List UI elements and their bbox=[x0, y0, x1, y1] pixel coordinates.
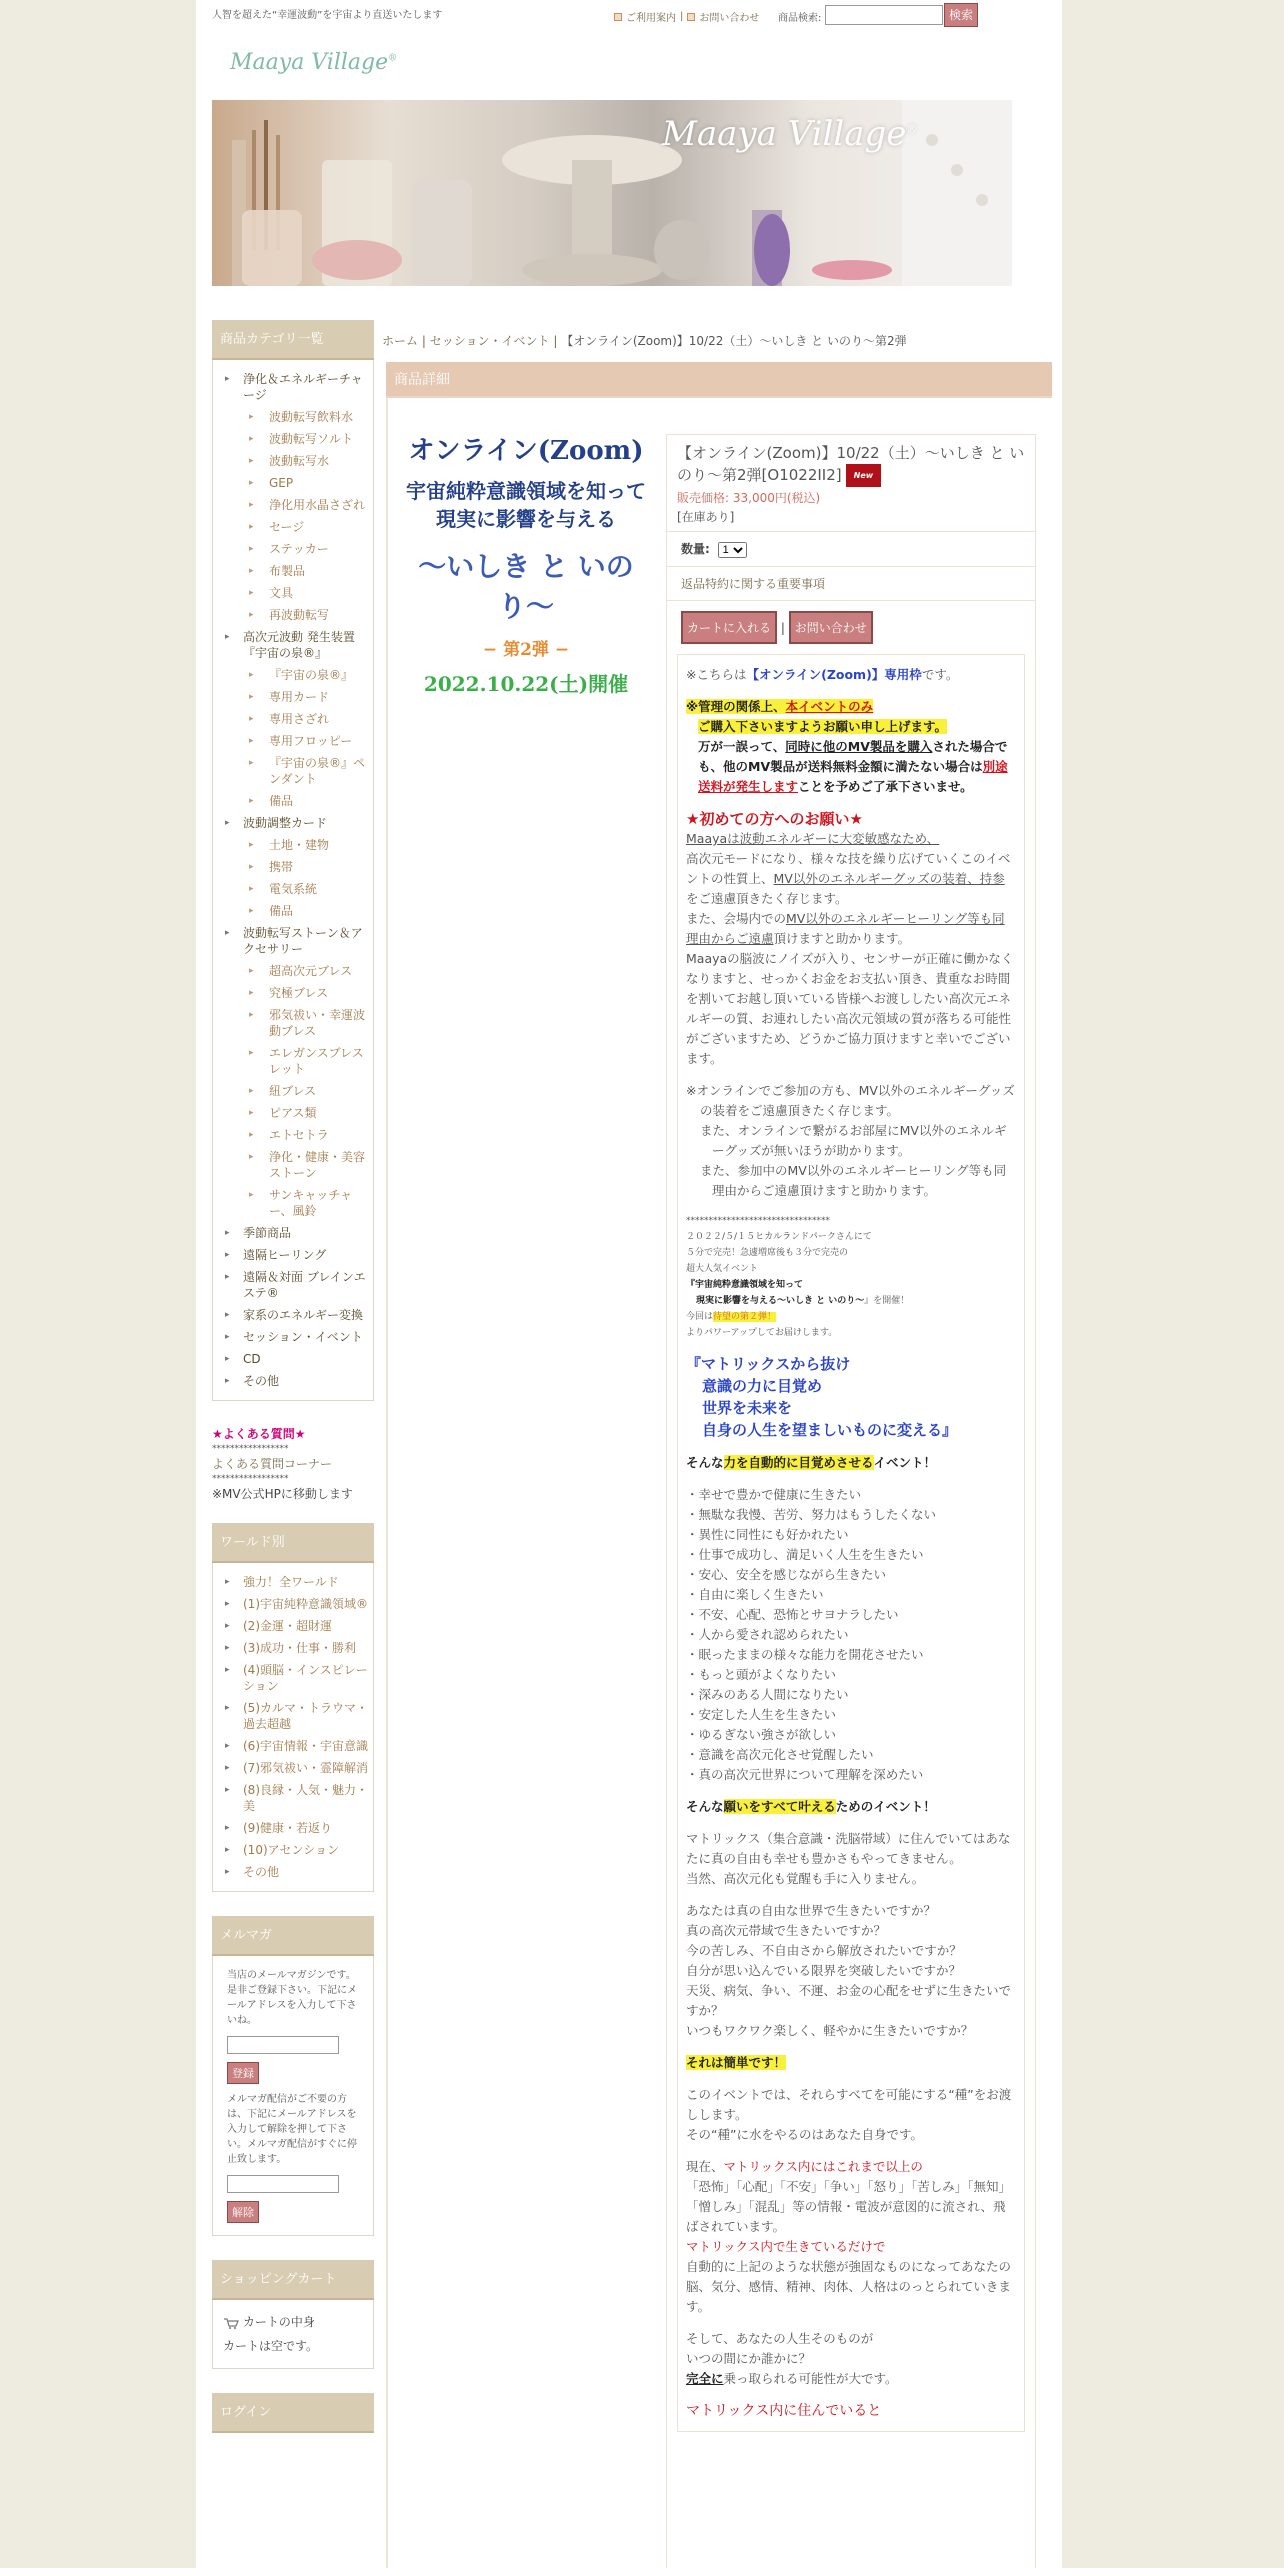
category-item[interactable]: ▸ エトセトラ bbox=[213, 1124, 373, 1146]
wish-item: ・自由に楽しく生きたい bbox=[686, 1587, 824, 1602]
description-text: ※こちらは bbox=[686, 667, 747, 682]
world-item[interactable]: ▸ その他 bbox=[213, 1861, 373, 1883]
description-text: それは簡単です！ bbox=[686, 2055, 787, 2070]
description-text: ******************************** bbox=[686, 1216, 830, 1226]
category-item[interactable]: ▸ 布製品 bbox=[213, 560, 373, 582]
description-paragraph bbox=[686, 1309, 1016, 1325]
spacer bbox=[686, 1889, 1016, 1901]
contact-link[interactable]: お問い合わせ bbox=[699, 13, 760, 24]
description-text: 別途送料が発生します bbox=[698, 759, 1008, 794]
page-container bbox=[196, 0, 1062, 2568]
description-text: 『宇宙純粋意識領域を知って bbox=[686, 1280, 804, 1290]
wish-item: ・仕事で成功し、満足いく人生を生きたい bbox=[686, 1547, 924, 1562]
world-item[interactable]: ▸ (10)アセンション bbox=[213, 1839, 373, 1861]
world-list bbox=[212, 1563, 374, 1892]
guide-link[interactable]: ご利用案内 bbox=[626, 13, 676, 24]
faq-title: ★よくある質問★ bbox=[212, 1427, 306, 1441]
cart-contents-label: カートの中身 bbox=[242, 2315, 315, 2329]
description-paragraph bbox=[686, 1293, 1016, 1309]
world-item[interactable]: ▸ (1)宇宙純粋意識領域® bbox=[213, 1593, 373, 1615]
spacer bbox=[686, 1201, 1016, 1213]
world-item[interactable]: ▸ (2)金運・超財運 bbox=[213, 1615, 373, 1637]
action-buttons bbox=[667, 601, 1035, 654]
description-text: 自動的に上記のような状態が強固なものになってあなたの脳、気分、感情、精神、肉体、人格はのっとられていきます。 bbox=[686, 2259, 1012, 2314]
logo-mark: ® bbox=[388, 53, 398, 64]
faq-link[interactable]: よくある質問コーナー bbox=[212, 1457, 333, 1471]
wish-item: ・不安、心配、恐怖とサヨナラしたい bbox=[686, 1607, 899, 1622]
category-item[interactable]: ▸ 超高次元ブレス bbox=[213, 960, 373, 982]
wish-item: ・ゆるぎない強さが欲しい bbox=[686, 1727, 837, 1742]
new-badge: New bbox=[846, 464, 882, 487]
cart-icon bbox=[223, 2317, 239, 2329]
description-text: また、会場内での bbox=[686, 911, 787, 926]
description-text: 頂けますと助かります。 bbox=[773, 931, 911, 946]
description-text: 完全に bbox=[686, 2371, 724, 2386]
description-paragraph bbox=[686, 2053, 1016, 2073]
product-price: 販売価格: 33,000円(税込) bbox=[677, 491, 821, 505]
spacer bbox=[686, 2073, 1016, 2085]
description-text: 同時に他のMV製品を購入 bbox=[785, 739, 933, 754]
description-text: 自身の人生を望ましいものに変える』 bbox=[702, 1421, 958, 1439]
cart-contents-link[interactable] bbox=[223, 2310, 363, 2334]
cart-empty-text: カートは空です。 bbox=[223, 2339, 319, 2353]
category-item[interactable]: ▸ セージ bbox=[213, 516, 373, 538]
description-text: MV以外のエネルギーヒーリング等も同理由からご遠慮 bbox=[686, 911, 1005, 946]
description-text: また、参加中のMV以外のエネルギーヒーリング等も同理由からご遠慮頂けますと助かります。 bbox=[700, 1163, 1007, 1198]
description-text: をご遠慮頂きたく存じます。 bbox=[686, 891, 848, 906]
inquiry-button[interactable]: お問い合わせ bbox=[789, 611, 873, 644]
description-text: ご購入下さいますようお願い申し上げます。 bbox=[698, 719, 948, 734]
mail-box bbox=[212, 1956, 374, 2236]
cart-box bbox=[212, 2300, 374, 2369]
poster-line-3: 〜いしき と いのり〜 bbox=[418, 550, 634, 623]
mail-register-text: 当店のメールマガジンです。是非ご登録下さい。下記にメールアドレスを入力して下さいね。 bbox=[227, 1970, 357, 2026]
spacer bbox=[686, 1441, 1016, 1453]
description-text: ※管理の関係上、 bbox=[686, 699, 786, 714]
mail-cancel-input[interactable] bbox=[227, 2175, 339, 2193]
banner-logo-text: Maaya Village bbox=[662, 114, 907, 154]
description-paragraph bbox=[686, 1797, 1016, 1817]
section-title: 商品詳細 bbox=[386, 362, 1052, 398]
description-text: ２０２２/５/１５ヒカルランドパークさんにて bbox=[686, 1232, 872, 1242]
breadcrumb-category[interactable]: セッション・イベント bbox=[429, 334, 550, 348]
world-item[interactable]: ▸ (5)カルマ・トラウマ・過去超越 bbox=[213, 1697, 373, 1735]
description-text: 当然、高次元化も覚醒も手に入りません。 bbox=[686, 1871, 925, 1886]
description-paragraph bbox=[686, 717, 1016, 737]
category-item[interactable]: ▸ 遠隔ヒーリング bbox=[213, 1244, 373, 1266]
category-item[interactable]: ▸ 専用フロッピー bbox=[213, 730, 373, 752]
world-item[interactable]: ▸ (9)健康・若返り bbox=[213, 1817, 373, 1839]
breadcrumb-separator: | bbox=[421, 334, 426, 348]
header-banner bbox=[212, 100, 1012, 286]
spacer bbox=[686, 2389, 1016, 2401]
description-text: Maayaの脳波にノイズが入り、センサーが正確に働かなくなりますと、せっかくお金をお支払い頂き、貴重なお時間を割いてお越し頂いている皆様へお渡ししたい高次元エネルギーの質、お連れしたい高次元領域の質が落ちる可能性がございますため、どうかご協力頂けますと幸いでございます。 bbox=[686, 951, 1014, 1066]
description-text: 現在、 bbox=[686, 2159, 724, 2174]
description-text: マトリックス（集合意識・洗脳帯域）に住んでいてはあなたに真の自由も幸せも豊かさもやってきません。 bbox=[686, 1831, 1011, 1866]
description-text: 超大人気イベント bbox=[686, 1264, 759, 1274]
spacer bbox=[686, 797, 1016, 809]
poster-line-5: 2022.10.22(土)開催 bbox=[423, 672, 629, 696]
mail-cancel-button[interactable]: 解除 bbox=[227, 2201, 259, 2223]
category-item[interactable]: ▸ 備品 bbox=[213, 900, 373, 922]
description-text: 今の苦しみ、不自由さから解放されたいですか？ bbox=[686, 1943, 962, 1958]
description-text: 自分が思い込んでいる限界を突破したいですか？ bbox=[686, 1963, 962, 1978]
add-to-cart-button[interactable]: カートに入れる bbox=[681, 611, 777, 644]
category-item[interactable]: ▸ 『宇宙の泉®』 bbox=[213, 664, 373, 686]
description-text: 現実に影響を与える〜いしき と いのり〜 bbox=[696, 1296, 865, 1306]
quantity-row bbox=[667, 532, 1035, 567]
description-text: 意識の力に目覚め bbox=[702, 1377, 823, 1395]
product-image[interactable] bbox=[406, 430, 646, 696]
spacer bbox=[686, 685, 1016, 697]
breadcrumb bbox=[382, 332, 907, 349]
description-text: 本イベントのみ bbox=[785, 699, 874, 714]
description-text: 『マトリックスから抜け bbox=[686, 1355, 851, 1373]
world-item[interactable]: ▸ (6)宇宙情報・宇宙意識 bbox=[213, 1735, 373, 1757]
description-text: マトリックス内に住んでいると bbox=[686, 2403, 882, 2419]
category-item[interactable]: ▸ 邪気祓い・幸運波動ブレス bbox=[213, 1004, 373, 1042]
product-description bbox=[677, 654, 1025, 2432]
faq-stars-bottom: ***************** bbox=[212, 1474, 289, 1484]
category-item[interactable]: ▸ 究極ブレス bbox=[213, 982, 373, 1004]
wish-item: ・異性に同性にも好かれたい bbox=[686, 1527, 849, 1542]
poster-line-1: オンライン(Zoom) bbox=[408, 436, 644, 466]
square-bullet-icon bbox=[614, 13, 622, 21]
wish-item: ・無駄な我慢、苦労、努力はもうしたくない bbox=[686, 1507, 937, 1522]
mail-heading: メルマガ bbox=[212, 1916, 374, 1956]
category-item[interactable]: ▸ GEP bbox=[213, 472, 373, 494]
site-logo[interactable] bbox=[230, 50, 397, 75]
description-text: ためのイベント！ bbox=[835, 1799, 936, 1814]
category-item[interactable]: ▸ その他 bbox=[213, 1370, 373, 1392]
description-text: そして、あなたの人生そのものが bbox=[686, 2331, 874, 2346]
search-input[interactable] bbox=[825, 5, 943, 25]
description-paragraph bbox=[686, 737, 1016, 797]
category-item[interactable]: ▸ 備品 bbox=[213, 790, 373, 812]
spacer bbox=[686, 1341, 1016, 1353]
world-item[interactable]: ▸ (8)良縁・人気・魅力・美 bbox=[213, 1779, 373, 1817]
description-text: 待望の第２弾！ bbox=[713, 1312, 777, 1322]
wish-item: ・眠ったままの様々な能力を開花させたい bbox=[686, 1647, 924, 1662]
category-item[interactable]: ▸ 携帯 bbox=[213, 856, 373, 878]
wish-item: ・幸せで豊かで健康に生きたい bbox=[686, 1487, 862, 1502]
link-separator: | bbox=[680, 11, 684, 22]
category-item[interactable]: ▸ 波動転写水 bbox=[213, 450, 373, 472]
description-paragraph bbox=[686, 697, 1016, 717]
category-item[interactable]: ▸ 土地・建物 bbox=[213, 834, 373, 856]
description-text: このイベントでは、それらすべてを可能にする“種”をお渡しします。 bbox=[686, 2087, 1012, 2122]
description-text: ことを予めご了承下さいませ。 bbox=[798, 779, 973, 794]
search-label: 商品検索: bbox=[778, 13, 822, 24]
description-paragraph bbox=[686, 1453, 1016, 1473]
description-text: いつの間にか誰かに？ bbox=[686, 2351, 812, 2366]
mail-cancel-text: メルマガ配信がご不要の方は、下記にメールアドレスを入力して解除を押して下さい。メルマガ配信がすぐに停止致します。 bbox=[227, 2094, 357, 2165]
category-item[interactable]: ▸ 波動転写ストーン＆アクセサリー bbox=[213, 922, 373, 960]
description-text: ５分で完売！急遽増席後も３分で完売の bbox=[686, 1248, 849, 1258]
description-paragraph bbox=[686, 2369, 1016, 2389]
category-item[interactable]: ▸ 波動調整カード bbox=[213, 812, 373, 834]
category-item[interactable]: ▸ ピアス類 bbox=[213, 1102, 373, 1124]
faq-note: ※MV公式HPに移動します bbox=[212, 1487, 353, 1501]
category-item[interactable]: ▸ 専用さざれ bbox=[213, 708, 373, 730]
category-item[interactable]: ▸ 文具 bbox=[213, 582, 373, 604]
description-text: 【オンライン(Zoom)】専用枠 bbox=[746, 667, 922, 682]
wish-item: ・真の高次元世界について理解を深めたい bbox=[686, 1767, 924, 1782]
description-text: 万が一誤って、 bbox=[698, 739, 786, 754]
category-item[interactable]: ▸ 季節商品 bbox=[213, 1222, 373, 1244]
quantity-select[interactable] bbox=[718, 542, 747, 558]
description-paragraph bbox=[686, 2157, 1016, 2177]
content-divider bbox=[386, 398, 388, 2568]
category-item[interactable]: ▸ 電気系統 bbox=[213, 878, 373, 900]
description-text: 世界を未来を bbox=[702, 1399, 793, 1417]
category-item[interactable]: ▸ 紐ブレス bbox=[213, 1080, 373, 1102]
poster-line-4: − 第2弾 − bbox=[482, 640, 570, 660]
spacer bbox=[686, 2041, 1016, 2053]
category-item[interactable]: ▸ 浄化用水晶さざれ bbox=[213, 494, 373, 516]
description-text: その“種”に水をやるのはあなた自身です。 bbox=[686, 2127, 923, 2142]
category-item[interactable]: ▸ 家系のエネルギー変換 bbox=[213, 1304, 373, 1326]
description-text: 力を自動的に目覚めさせる bbox=[723, 1455, 874, 1470]
quantity-label: 数量: bbox=[681, 542, 710, 556]
first-timer-heading: ★初めての方へのお願い★ bbox=[686, 810, 863, 828]
spacer bbox=[686, 2317, 1016, 2329]
description-text: 「恐怖」「心配」「不安」「争い」「怒り」「苦しみ」「無知」「憎しみ」「混乱」等の情報・電波が意図的に流され、飛ばされています。 bbox=[686, 2179, 1012, 2234]
product-detail bbox=[666, 434, 1036, 2568]
product-title: 【オンライン(Zoom)】10/22（土）〜いしき と いのり〜第2弾[O1022II2] bbox=[677, 444, 1025, 484]
wish-item: ・意識を高次元化させ覚醒したい bbox=[686, 1747, 874, 1762]
description-text: 高次元モードになり、様々な技を繰り広げていくこのイベントの性質上、 bbox=[686, 851, 1011, 886]
description-text: マトリックス内で生きているだけで bbox=[686, 2239, 886, 2254]
description-text: です。 bbox=[921, 667, 959, 682]
faq-stars: ***************** bbox=[212, 1444, 289, 1454]
product-title-row bbox=[667, 435, 1035, 487]
description-text: マトリックス内にはこれまで以上の bbox=[723, 2159, 923, 2174]
spacer bbox=[686, 1069, 1016, 1081]
description-text: 今回は bbox=[686, 1312, 714, 1322]
breadcrumb-separator: | bbox=[553, 334, 558, 348]
world-item[interactable]: ▸ (7)邪気祓い・霊障解消 bbox=[213, 1757, 373, 1779]
category-item[interactable]: ▸ エレガンスブレスレット bbox=[213, 1042, 373, 1080]
category-item[interactable]: ▸ 遠隔＆対面 ブレインエステ® bbox=[213, 1266, 373, 1304]
wish-item: ・人から愛され認められたい bbox=[686, 1627, 849, 1642]
category-item[interactable]: ▸ 浄化・健康・美容ストーン bbox=[213, 1146, 373, 1184]
spacer bbox=[686, 2145, 1016, 2157]
logo-text: Maaya Village bbox=[230, 50, 389, 75]
world-item[interactable]: ▸ 強力！全ワールド bbox=[213, 1571, 373, 1593]
world-item[interactable]: ▸ (4)頭脳・インスピレーション bbox=[213, 1659, 373, 1697]
description-paragraph bbox=[686, 665, 1016, 685]
category-heading: 商品カテゴリ一覧 bbox=[212, 320, 374, 360]
wish-item: ・深みのある人間になりたい bbox=[686, 1687, 849, 1702]
world-item[interactable]: ▸ (3)成功・仕事・勝利 bbox=[213, 1637, 373, 1659]
description-text: そんな bbox=[686, 1455, 724, 1470]
wish-item: ・もっと頭がよくなりたい bbox=[686, 1667, 837, 1682]
category-item[interactable]: ▸ 浄化＆エネルギーチャージ bbox=[213, 368, 373, 406]
description-text: 真の高次元帯域で生きたいですか？ bbox=[686, 1923, 887, 1938]
description-text: MV以外のエネルギーグッズの装着、持参 bbox=[773, 871, 1005, 886]
category-item[interactable]: ▸ 波動転写飲料水 bbox=[213, 406, 373, 428]
description-text: 』を開催！ bbox=[864, 1296, 910, 1306]
category-item[interactable]: ▸ 『宇宙の泉®』ペンダント bbox=[213, 752, 373, 790]
site-tagline: 人智を超えた“幸運波動”を宇宙より直送いたします bbox=[212, 10, 443, 21]
description-text: 天災、病気、争い、不運、お金の心配をせずに生きたいですか？ bbox=[686, 1983, 1012, 2018]
description-text: イベント！ bbox=[873, 1455, 937, 1470]
wish-item: ・安心、安全を感じながら生きたい bbox=[686, 1567, 887, 1582]
banner-logo-mark: ® bbox=[906, 122, 918, 136]
top-links bbox=[614, 9, 759, 24]
wish-item: ・安定した人生を生きたい bbox=[686, 1707, 837, 1722]
category-list bbox=[212, 360, 374, 1401]
poster-line-2b: 現実に影響を与える bbox=[436, 507, 616, 531]
category-item[interactable]: ▸ 再波動転写 bbox=[213, 604, 373, 626]
breadcrumb-current: 【オンライン(Zoom)】10/22（土）〜いしき と いのり〜第2弾 bbox=[561, 334, 907, 348]
description-text: また、オンラインで繋がるお部屋にMV以外のエネルギーグッズが無いほうが助かります。 bbox=[700, 1123, 1007, 1158]
category-item[interactable]: ▸ サンキャッチャー、風鈴 bbox=[213, 1184, 373, 1222]
category-item[interactable]: ▸ ステッカー bbox=[213, 538, 373, 560]
description-text: あなたは真の自由な世界で生きたいですか？ bbox=[686, 1903, 937, 1918]
description-text: そんな bbox=[686, 1799, 724, 1814]
description-text: よりパワーアップしてお届けします。 bbox=[686, 1328, 838, 1338]
spacer bbox=[686, 1473, 1016, 1485]
spacer bbox=[686, 1785, 1016, 1797]
button-separator: | bbox=[780, 621, 785, 635]
search-button[interactable]: 検索 bbox=[944, 3, 978, 27]
category-item[interactable]: ▸ CD bbox=[213, 1348, 373, 1370]
banner-logo bbox=[662, 114, 917, 154]
cart-heading: ショッピングカート bbox=[212, 2260, 374, 2300]
return-policy-link[interactable]: 返品特約に関する重要事項 bbox=[667, 567, 1035, 601]
login-heading: ログイン bbox=[212, 2393, 374, 2433]
description-text: 乗っ取られる可能性が大です。 bbox=[723, 2371, 898, 2386]
description-paragraph bbox=[686, 849, 1016, 909]
spacer bbox=[686, 1817, 1016, 1829]
mail-register-button[interactable]: 登録 bbox=[227, 2062, 259, 2084]
poster-line-2a: 宇宙純粋意識領域を知って bbox=[406, 479, 646, 503]
faq-block bbox=[212, 1425, 374, 1503]
description-text: いつもワクワク楽しく、軽やかに生きたいですか？ bbox=[686, 2023, 974, 2038]
breadcrumb-home[interactable]: ホーム bbox=[382, 334, 419, 348]
description-text: 願いをすべて叶える bbox=[723, 1799, 836, 1814]
product-stock: [在庫あり] bbox=[667, 508, 1035, 532]
category-item[interactable]: ▸ セッション・イベント bbox=[213, 1326, 373, 1348]
sidebar bbox=[212, 320, 374, 2433]
mail-register-input[interactable] bbox=[227, 2036, 339, 2054]
square-bullet-icon bbox=[687, 13, 695, 21]
world-heading: ワールド別 bbox=[212, 1523, 374, 1563]
category-item[interactable]: ▸ 波動転写ソルト bbox=[213, 428, 373, 450]
category-item[interactable]: ▸ 高次元波動 発生装置『宇宙の泉®』 bbox=[213, 626, 373, 664]
description-text: Maayaは波動エネルギーに大変敏感なため、 bbox=[686, 831, 940, 846]
description-text: された場合でも、他のMV製品が送料無料金額に満たない場合は bbox=[698, 739, 1008, 774]
category-item[interactable]: ▸ 専用カード bbox=[213, 686, 373, 708]
description-paragraph bbox=[686, 909, 1016, 949]
wish-list bbox=[686, 1485, 1016, 1785]
description-text: ※オンラインでご参加の方も、MV以外のエネルギーグッズの装着をご遠慮頂きたく存じます。 bbox=[686, 1083, 1015, 1118]
